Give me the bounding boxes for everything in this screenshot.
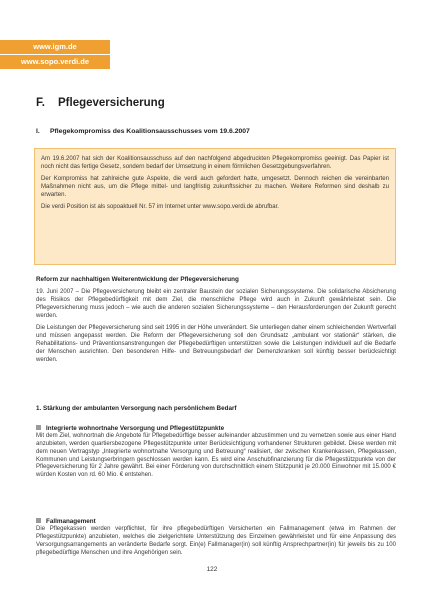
point-heading: 1. Stärkung der ambulanten Versorgung nach persönlichem Bedarf bbox=[36, 405, 237, 412]
section-number: F. bbox=[36, 97, 45, 109]
bullet-body bbox=[36, 433, 396, 485]
bullet-paragraph: Die Pflegekassen werden verpflichtet, für ihre pflegebedürftigen Versicherten ein Fallmanagement (etwa im Rahmen der Pflegestützpunkte) anzubieten, welches die zielgerichtete Unterstützung des Einzelnen gewährleistet und für eine Anpassung des Versorgungsarrangements an veränderte Bedarfe sorgt. Ein(e) Fallmanager(in) soll künftig Ansprechpartner(in) für jeweils bis zu 100 pflegebedürftige Menschen und ihre Angehörigen sein. bbox=[36, 526, 396, 556]
reform-heading: Reform zur nachhaltigen Weiterentwicklung der Pflegeversicherung bbox=[36, 276, 239, 283]
box-paragraph: Die verdi Position ist als sopoaktuell Nr. 57 im Internet unter www.sopo.verdi.de abrufbar. bbox=[41, 204, 279, 211]
page-number: 122 bbox=[206, 566, 218, 573]
verdi-link[interactable]: www.sopo.verdi.de bbox=[0, 55, 110, 69]
subsection-number: I. bbox=[36, 128, 40, 135]
section-heading bbox=[36, 97, 396, 109]
highlight-box bbox=[34, 148, 396, 265]
reform-paragraph: Die Leistungen der Pflegeversicherung sind seit 1995 in der Höhe unverändert. Sie unterliegen daher einem schleichenden Wertverfall und müssen angepasst werden. Die Reform der Pflegeversicherung soll den Grundsatz „ambulant vor stationär“ stärken, die Rehabilitations- und Präventionsanstrengungen der Pflegebedürftigen unterstützen sowie die Leistungen individuell auf die Bedarfe der Menschen ausrichten. Den besonderen Hilfe- und Betreuungsbedarf der Demenzkranken soll künftig besser berücksichtigt werden. bbox=[36, 325, 396, 363]
box-paragraph: Am 19.6.2007 hat sich der Koalitionsausschuss auf den nachfolgend abgedruckten Pflegekompromiss geeinigt. Das Papier ist noch nicht das fertige Gesetz, sondern bedarf der Umsetzung in einem förmlichen Gesetzgebungsverfahren. bbox=[41, 156, 389, 170]
subsection-heading bbox=[36, 128, 396, 135]
box-paragraph: Der Kompromiss hat zahlreiche gute Aspekte, die verdi auch gefordert hatte, umgesetzt. Dennoch reichen die vereinbarten Maßnahmen nicht aus, um die Pflege mittel- und langfristig zukunftssicher zu machen. Weitere Reformen sind deshalb zu erwarten. bbox=[41, 176, 389, 198]
bullet-square-icon bbox=[36, 518, 41, 523]
bullet-body bbox=[36, 526, 396, 562]
bullet-heading bbox=[36, 425, 224, 432]
igm-link[interactable]: www.igm.de bbox=[0, 40, 110, 54]
bullet-heading bbox=[36, 518, 96, 525]
bullet-square-icon bbox=[36, 425, 41, 430]
bullet-title: Fallmanagement bbox=[46, 518, 96, 525]
bullet-title: Integrierte wohnortnahe Versorgung und Pflegestützpunkte bbox=[46, 425, 225, 432]
reform-paragraph: 19. Juni 2007 – Die Pflegeversicherung bleibt ein zentraler Baustein der sozialen Sicherungssysteme. Die solidarische Absicherung des Risikos der Pflegebedürftigkeit mit dem Ziel, die menschliche Pflege wird auch in Zukunft gewährleistet sein. Die Pflegeversicherung muss jedoch – wie auch die anderen sozialen Sicherungssysteme – den Herausforderungen der Zukunft gerecht werden. bbox=[36, 289, 396, 319]
subsection-title: Pflegekompromiss des Koalitionsausschusses vom 19.6.2007 bbox=[50, 128, 250, 135]
reform-body bbox=[36, 289, 396, 370]
bullet-paragraph: Mit dem Ziel, wohnortnah die Angebote für Pflegebedürftige besser aufeinander abzustimmen und zu vernetzen sowie aus einer Hand anzubieten, werden quartiersbezogene Pflegestützpunkte unter Berücksichtigung vorhandener Strukturen gebildet. Diese werden mit dem neuen Vertragstyp „Integrierte wohnortnahe Versorgung und Betreuung“ realisiert, der zwischen Krankenkassen, Pflegekassen, Kommunen und Leistungserbringern geschlossen werden kann. Es wird eine Anschubfinanzierung für die Pflegestützpunkte von der Pflegeversicherung für 2 Jahre gewährt. Bei einer Förderung von durchschnittlich einem Stützpunkt je 20.000 Einwohner mit 15.000 € würden Kosten von rd. 60 Mio. € entstehen. bbox=[36, 433, 396, 479]
section-title: Pflegeversicherung bbox=[58, 97, 165, 109]
